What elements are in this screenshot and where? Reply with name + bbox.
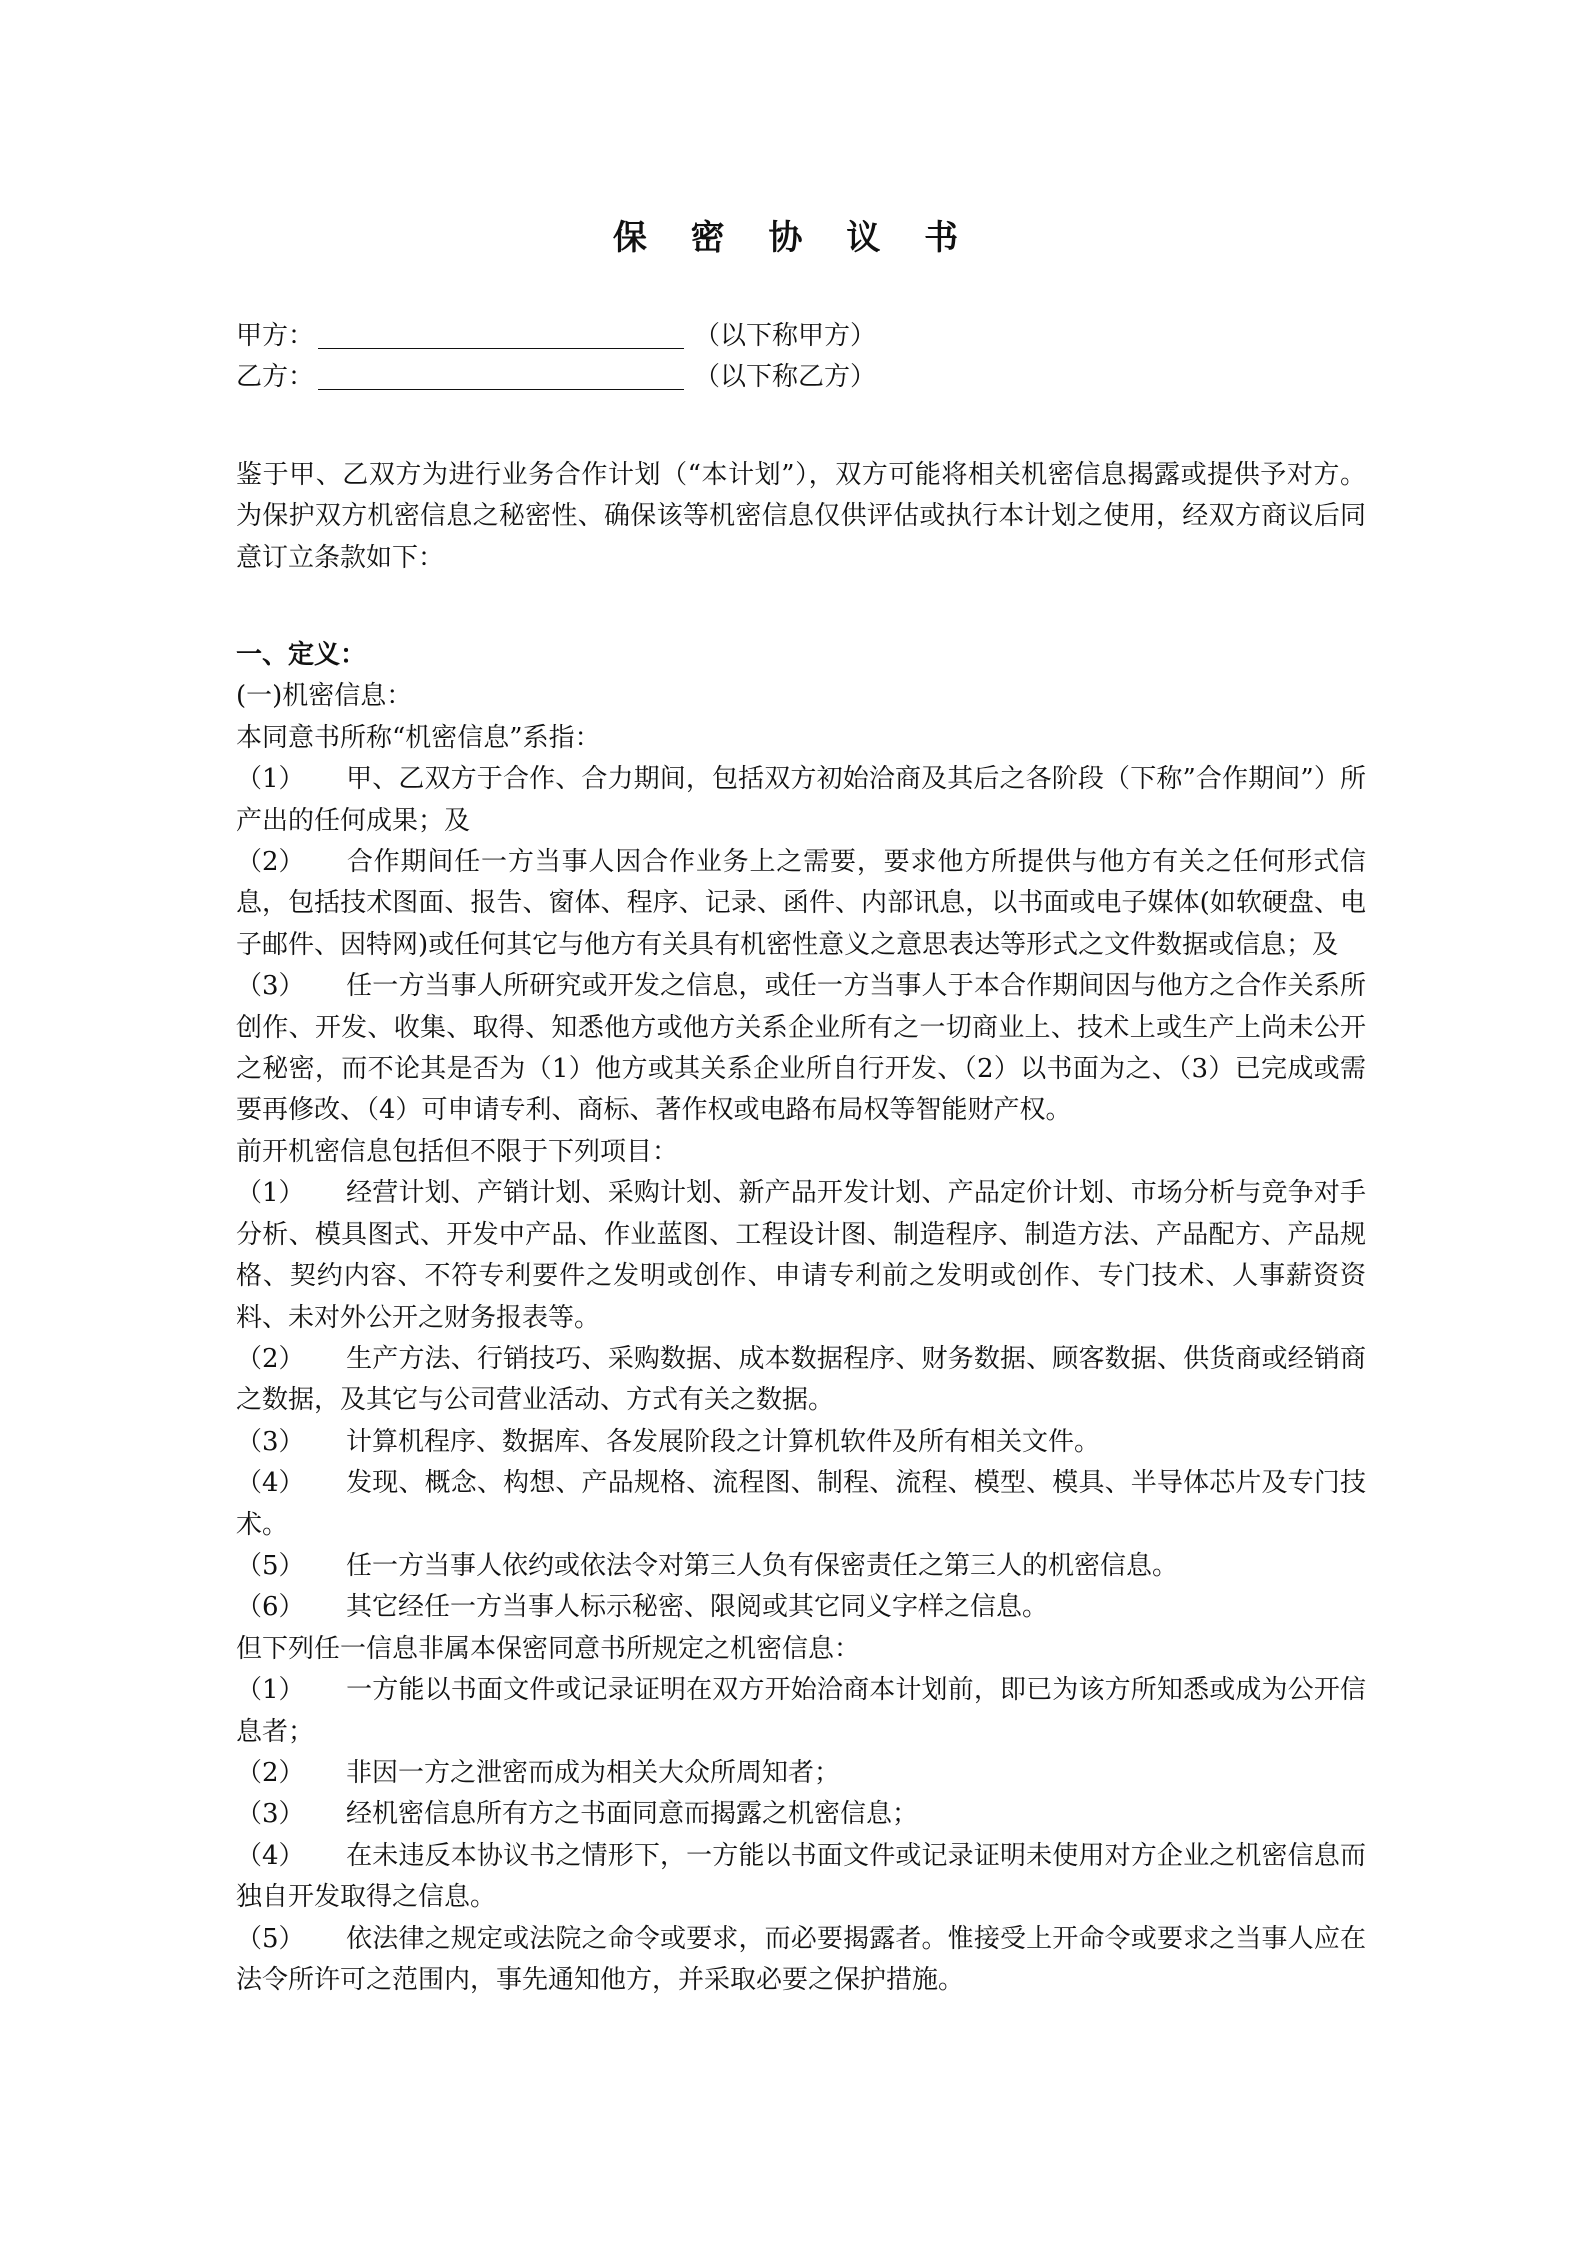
- page-title: 保 密 协 议 书: [612, 218, 975, 258]
- list-item: （6） 其它经任一方当事人标示秘密、限阅或其它同义字样之信息。: [236, 1592, 1049, 1623]
- list-item: （2） 非因一方之泄密而成为相关大众所周知者；: [236, 1757, 841, 1788]
- list-item: （1） 经营计划、产销计划、采购计划、新产品开发计划、产品定价计划、市场分析与竞争对手分析、模具图式、开发中产品、作业蓝图、工程设计图、制造程序、制造方法、产品配方、产品规格、契约内容、不符专利要件之发明或创作、申请专利前之发明或创作、专门技术、人事薪资资料、未对外公开之财务报表等。: [236, 1178, 1366, 1333]
- party-a-row: [236, 316, 1366, 357]
- list-item: （1） 甲、乙双方于合作、合力期间，包括双方初始洽商及其后之各阶段（下称”合作期间”）所产出的任何成果；及: [236, 764, 1366, 836]
- party-b-label: 乙方：: [236, 362, 315, 393]
- list-item: （3） 任一方当事人所研究或开发之信息，或任一方当事人于本合作期间因与他方之合作关系所创作、开发、收集、取得、知悉他方或他方关系企业所有之一切商业上、技术上或生产上尚未公开之秘密，而不论其是否为（1）他方或其关系企业所自行开发、（2）以书面为之、（3）已完成或需要再修改、（4）可申请专利、商标、著作权或电路布局权等智能财产权。: [236, 971, 1366, 1126]
- document-body: [236, 316, 1366, 2001]
- list-item: （5） 依法律之规定或法院之命令或要求，而必要揭露者。惟接受上开命令或要求之当事人应在法令所许可之范围内，事先通知他方，并采取必要之保护措施。: [236, 1923, 1366, 1995]
- party-a-blank-line: [318, 316, 684, 349]
- party-b-note: （以下称乙方）: [694, 362, 877, 393]
- list-item: （1） 一方能以书面文件或记录证明在双方开始洽商本计划前，即已为该方所知悉或成为公开信息者；: [236, 1675, 1366, 1747]
- includes-lead: 前开机密信息包括但不限于下列项目：: [236, 1136, 679, 1167]
- party-a-label: 甲方：: [236, 321, 315, 351]
- list-item: （2） 合作期间任一方当事人因合作业务上之需要，要求他方所提供与他方有关之任何形式信息，包括技术图面、报告、窗体、程序、记录、函件、内部讯息，以书面或电子媒体(如软硬盘、电子邮件、因特网)或任何其它与他方有关具有机密性意义之意思表达等形式之文件数据或信息；及: [236, 847, 1366, 960]
- list-item: （2） 生产方法、行销技巧、采购数据、成本数据程序、财务数据、顾客数据、供货商或经销商之数据，及其它与公司营业活动、方式有关之数据。: [236, 1343, 1366, 1416]
- list-item: （5） 任一方当事人依约或依法令对第三人负有保密责任之第三人的机密信息。: [236, 1550, 1179, 1581]
- list-item: （3） 计算机程序、数据库、各发展阶段之计算机软件及所有相关文件。: [236, 1426, 1101, 1457]
- list-item: （4） 在未违反本协议书之情形下，一方能以书面文件或记录证明未使用对方企业之机密信息而独自开发取得之信息。: [236, 1840, 1366, 1913]
- definition-lead: 本同意书所称“机密信息”系指：: [236, 722, 601, 753]
- exclusions-list: [236, 1670, 1366, 2001]
- intro-paragraph: 鉴于甲、乙双方为进行业务合作计划（“本计划”），双方可能将相关机密信息揭露或提供予对方。为保护双方机密信息之秘密性、确保该等机密信息仅供评估或执行本计划之使用，经双方商议后同意订立条款如下：: [236, 459, 1366, 573]
- party-b-blank-line: [318, 357, 684, 390]
- exclusions-lead: 但下列任一信息非属本保密同意书所规定之机密信息：: [236, 1633, 861, 1664]
- definition-list: [236, 759, 1366, 1132]
- section-heading: 一、定义：: [236, 640, 367, 670]
- party-a-note: （以下称甲方）: [694, 321, 877, 351]
- list-item: （3） 经机密信息所有方之书面同意而揭露之机密信息；: [236, 1799, 919, 1830]
- party-b-row: [236, 357, 1366, 398]
- includes-list: [236, 1173, 1366, 1628]
- subsection-heading: (一)机密信息：: [236, 681, 413, 712]
- list-item: （4） 发现、概念、构想、产品规格、流程图、制程、流程、模型、模具、半导体芯片及专门技术。: [236, 1468, 1366, 1540]
